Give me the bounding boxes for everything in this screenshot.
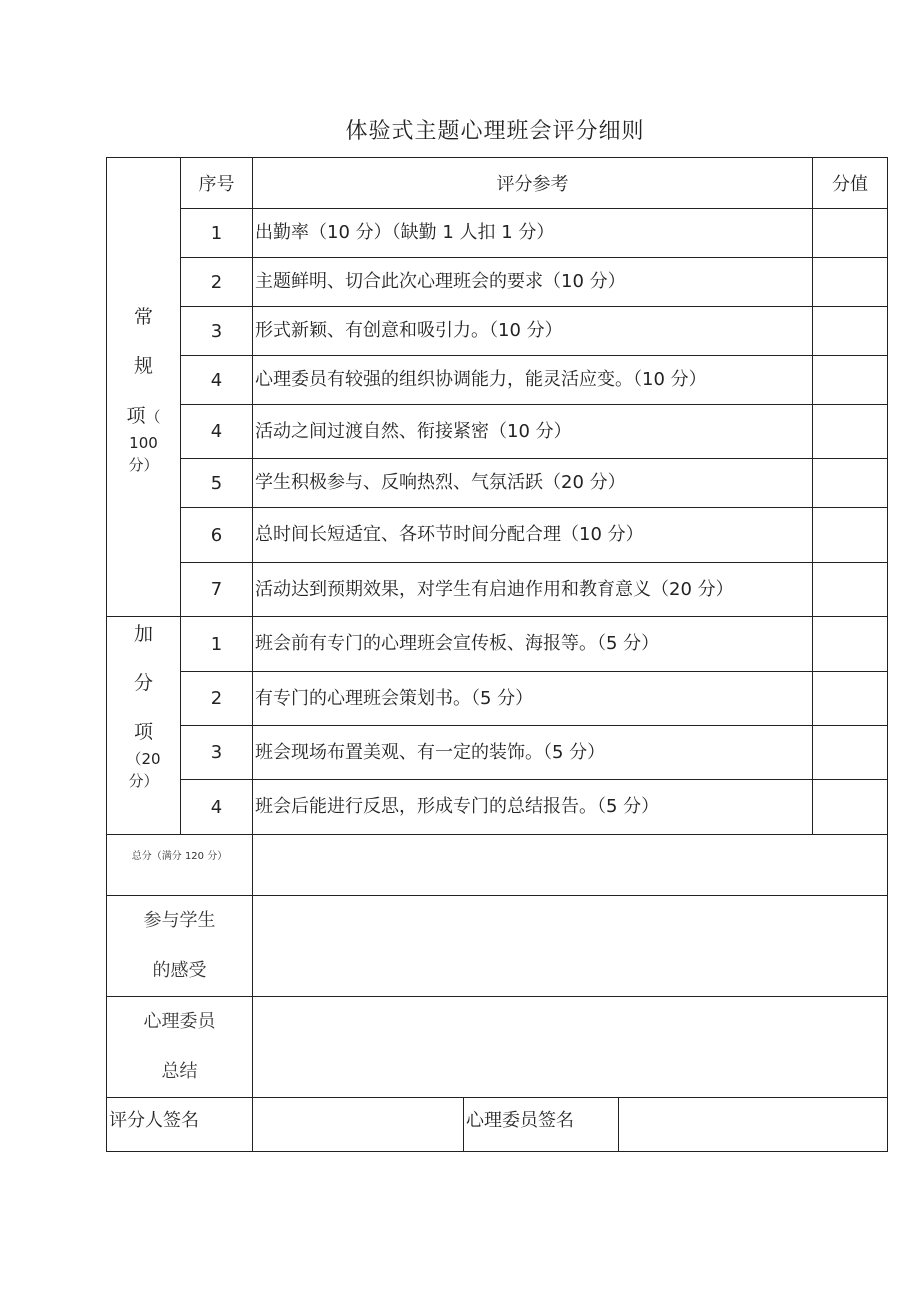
document-title: 体验式主题心理班会评分细则 xyxy=(345,119,645,144)
total-label: 总分（满分 120 分） xyxy=(107,835,253,896)
row-criteria: 班会后能进行反思，形成专门的总结报告。（5 分） xyxy=(253,780,813,835)
category-bonus xyxy=(107,617,181,835)
header-score: 分值 xyxy=(813,158,888,209)
row-seq: 4 xyxy=(181,780,253,835)
committee-summary-row xyxy=(107,997,888,1098)
score-cell[interactable] xyxy=(813,356,888,405)
committee-summary-cell[interactable] xyxy=(253,997,888,1098)
table-row xyxy=(107,508,888,563)
rater-signature-label: 评分人签名 xyxy=(107,1098,253,1152)
table-row xyxy=(107,209,888,258)
score-cell[interactable] xyxy=(813,258,888,307)
row-seq: 7 xyxy=(181,563,253,617)
row-criteria: 总时间长短适宜、各环节时间分配合理（10 分） xyxy=(253,508,813,563)
table-row xyxy=(107,307,888,356)
student-feeling-row xyxy=(107,896,888,997)
row-criteria: 出勤率（10 分）（缺勤 1 人扣 1 分） xyxy=(253,209,813,258)
committee-signature-label: 心理委员签名 xyxy=(464,1098,619,1152)
row-criteria: 有专门的心理班会策划书。（5 分） xyxy=(253,672,813,726)
category-bonus-points: （20 xyxy=(126,750,161,768)
row-seq: 1 xyxy=(181,209,253,258)
total-row xyxy=(107,835,888,896)
category-regular-unit: 分） xyxy=(128,456,159,474)
category-regular-char-2: 规 xyxy=(133,355,153,377)
category-bonus-char-3: 项 xyxy=(133,721,153,743)
score-cell[interactable] xyxy=(813,726,888,780)
scoring-table xyxy=(106,157,888,1152)
student-feeling-label xyxy=(107,896,253,997)
row-criteria: 主题鲜明、切合此次心理班会的要求（10 分） xyxy=(253,258,813,307)
row-seq: 4 xyxy=(181,356,253,405)
category-bonus-char-2: 分 xyxy=(133,672,153,694)
row-seq: 1 xyxy=(181,617,253,672)
student-feeling-line-2: 的感受 xyxy=(152,960,207,981)
score-cell[interactable] xyxy=(813,617,888,672)
category-regular-paren: （ xyxy=(145,408,161,426)
row-seq: 3 xyxy=(181,307,253,356)
row-seq: 6 xyxy=(181,508,253,563)
table-row xyxy=(107,258,888,307)
row-criteria: 活动之间过渡自然、衔接紧密（10 分） xyxy=(253,405,813,459)
category-regular-points: 100 xyxy=(129,434,158,452)
table-row xyxy=(107,672,888,726)
table-row xyxy=(107,459,888,508)
row-criteria: 班会前有专门的心理班会宣传板、海报等。（5 分） xyxy=(253,617,813,672)
table-row xyxy=(107,563,888,617)
committee-signature-cell[interactable] xyxy=(619,1098,888,1152)
table-row xyxy=(107,356,888,405)
score-cell[interactable] xyxy=(813,563,888,617)
row-seq: 2 xyxy=(181,672,253,726)
row-criteria: 学生积极参与、反响热烈、气氛活跃（20 分） xyxy=(253,459,813,508)
row-criteria: 班会现场布置美观、有一定的装饰。（5 分） xyxy=(253,726,813,780)
committee-summary-label xyxy=(107,997,253,1098)
table-row xyxy=(107,617,888,672)
score-cell[interactable] xyxy=(813,459,888,508)
student-feeling-line-1: 参与学生 xyxy=(143,910,216,931)
score-cell[interactable] xyxy=(813,508,888,563)
total-value-cell[interactable] xyxy=(253,835,888,896)
score-cell[interactable] xyxy=(813,405,888,459)
score-cell[interactable] xyxy=(813,780,888,835)
score-cell[interactable] xyxy=(813,672,888,726)
committee-summary-line-1: 心理委员 xyxy=(143,1011,216,1032)
category-regular-char-1: 常 xyxy=(133,306,153,328)
student-feeling-cell[interactable] xyxy=(253,896,888,997)
row-seq: 4 xyxy=(181,405,253,459)
row-seq: 5 xyxy=(181,459,253,508)
committee-summary-line-2: 总结 xyxy=(161,1061,198,1082)
header-row xyxy=(107,158,888,209)
header-criteria: 评分参考 xyxy=(253,158,813,209)
row-seq: 3 xyxy=(181,726,253,780)
row-criteria: 活动达到预期效果，对学生有启迪作用和教育意义（20 分） xyxy=(253,563,813,617)
header-seq: 序号 xyxy=(181,158,253,209)
score-cell[interactable] xyxy=(813,307,888,356)
score-cell[interactable] xyxy=(813,209,888,258)
table-row xyxy=(107,726,888,780)
category-bonus-unit: 分） xyxy=(128,772,159,790)
category-bonus-char-1: 加 xyxy=(133,623,153,645)
table-row xyxy=(107,780,888,835)
category-regular-char-3: 项 xyxy=(126,405,146,427)
category-regular xyxy=(107,158,181,617)
table-row xyxy=(107,405,888,459)
row-criteria: 形式新颖、有创意和吸引力。（10 分） xyxy=(253,307,813,356)
signature-row xyxy=(107,1098,888,1152)
row-criteria: 心理委员有较强的组织协调能力，能灵活应变。（10 分） xyxy=(253,356,813,405)
row-seq: 2 xyxy=(181,258,253,307)
rater-signature-cell[interactable] xyxy=(253,1098,464,1152)
